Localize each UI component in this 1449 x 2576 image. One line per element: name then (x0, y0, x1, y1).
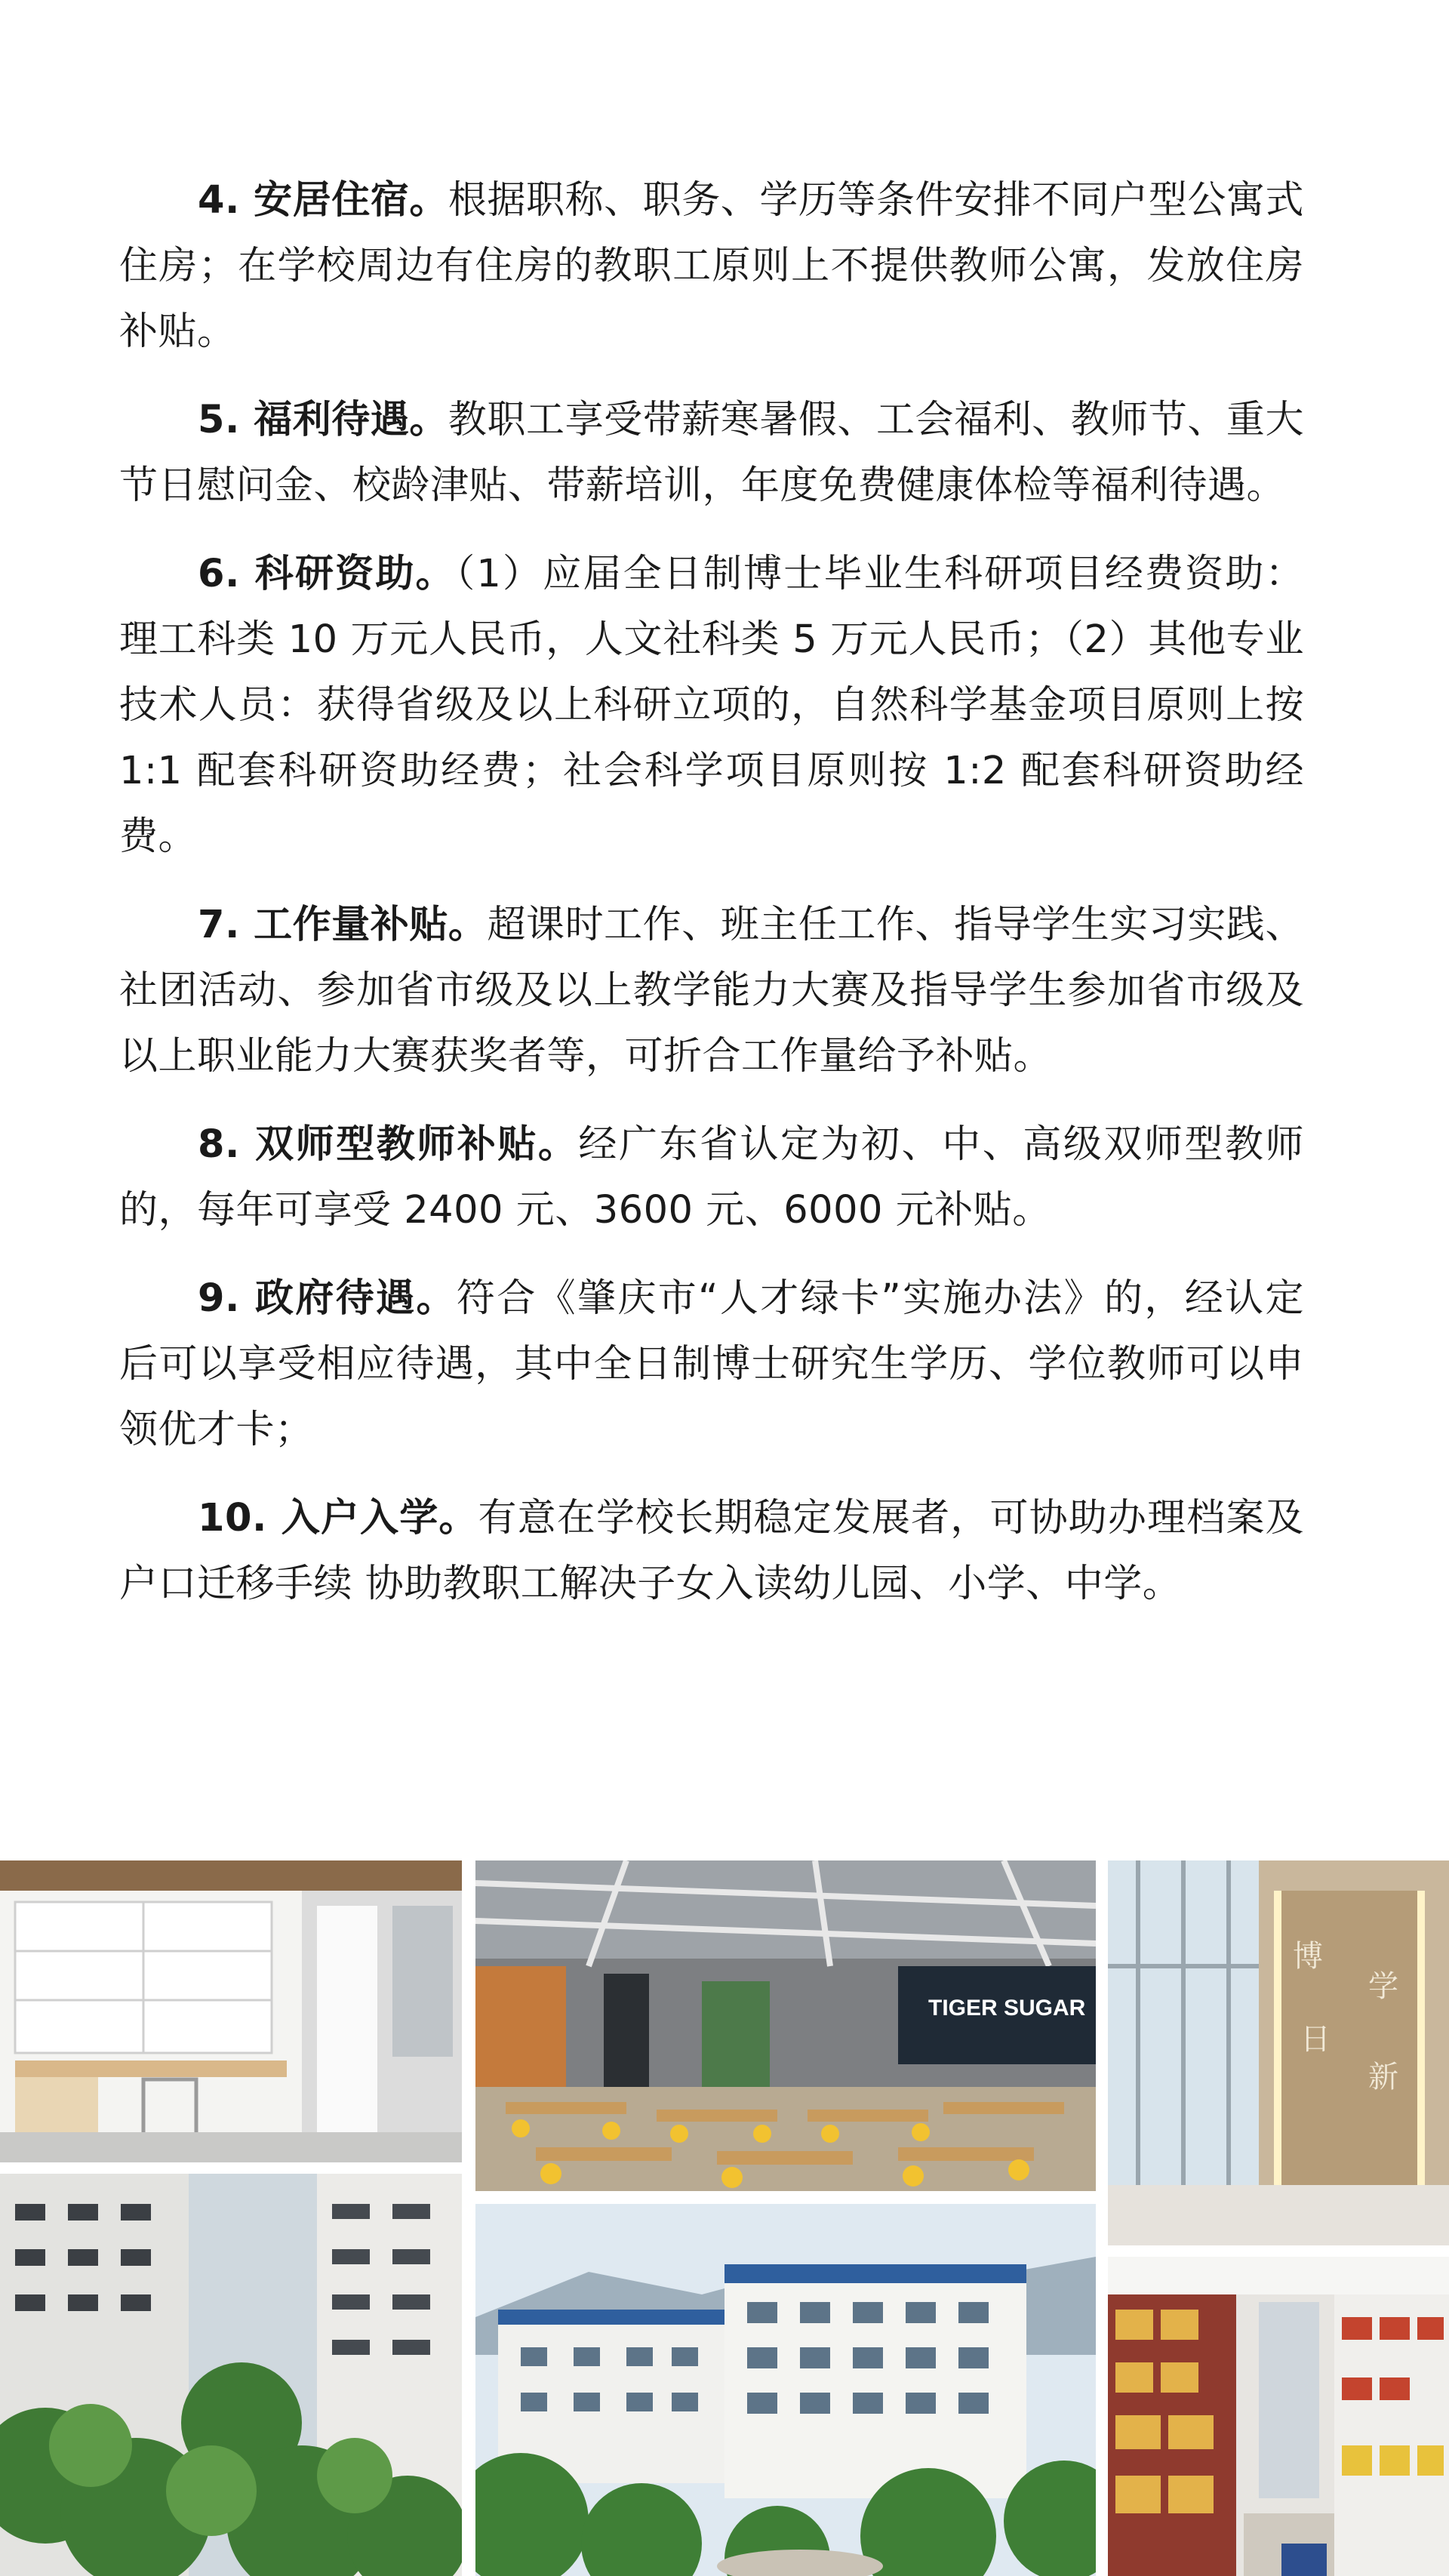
teaching-building-image (475, 2204, 1096, 2576)
wall-character: 学 (1368, 1969, 1398, 2004)
lobby-wall-image (1108, 1860, 1449, 2245)
dorm-buildings-image (0, 2174, 462, 2576)
photo-teaching-building (475, 2204, 1096, 2576)
wall-character: 日 (1300, 2022, 1331, 2057)
paragraph-body: 教职工享受带薪寒暑假、工会福利、教师节、重大节日慰问金、校龄津贴、带薪培训，年度免费健康体检等福利待遇。 (119, 398, 1304, 508)
paragraph-dual-teacher-subsidy (119, 1112, 1304, 1243)
benefits-text (119, 168, 1304, 1639)
paragraph-body: 经广东省认定为初、中、高级双师型教师的，每年可享受 2400 元、3600 元、6000 元补贴。 (119, 1122, 1304, 1233)
paragraph-body: 根据职称、职务、学历等条件安排不同户型公寓式住房；在学校周边有住房的教职工原则上不提供教师公寓，发放住房补贴。 (119, 178, 1304, 354)
canteen-shop-sign: TIGER SUGAR (928, 1996, 1086, 2020)
supermarket-image (1108, 2257, 1449, 2576)
paragraph-heading: 10. 入户入学。 (198, 1496, 478, 1540)
photo-dorm-room (0, 1860, 462, 2162)
photo-lobby-wall (1108, 1860, 1449, 2245)
paragraph-heading: 6. 科研资助。 (198, 552, 456, 596)
photo-canteen (475, 1860, 1096, 2191)
wall-character: 新 (1368, 2060, 1398, 2094)
wall-character: 博 (1293, 1939, 1323, 1974)
paragraph-household-schooling (119, 1485, 1304, 1617)
paragraph-research-funding (119, 541, 1304, 869)
paragraph-body: 有意在学校长期稳定发展者，可协助办理档案及户口迁移手续 协助教职工解决子女入读幼儿园、小学、中学。 (119, 1496, 1304, 1606)
paragraph-heading: 5. 福利待遇。 (198, 398, 448, 442)
photo-dorm-buildings (0, 2174, 462, 2576)
paragraph-body: 超课时工作、班主任工作、指导学生实习实践、社团活动、参加省市级及以上教学能力大赛及指导学生参加省市级及以上职业能力大赛获奖者等，可折合工作量给予补贴。 (119, 903, 1304, 1079)
paragraph-heading: 7. 工作量补贴。 (198, 903, 488, 947)
paragraph-heading: 8. 双师型教师补贴。 (198, 1122, 579, 1167)
photo-supermarket (1108, 2257, 1449, 2576)
paragraph-heading: 9. 政府待遇。 (198, 1276, 457, 1321)
paragraph-housing (119, 168, 1304, 365)
dorm-room-image (0, 1860, 462, 2162)
canteen-image (475, 1860, 1096, 2191)
paragraph-workload-subsidy (119, 892, 1304, 1089)
paragraph-body: （1）应届全日制博士毕业生科研项目经费资助：理工科类 10 万元人民币，人文社科类 5 万元人民币；（2）其他专业技术人员：获得省级及以上科研立项的，自然科学基金项目原则上按 1:1 配套科研资助经费；社会科学项目原则按 1:2 配套科研资助经费。 (119, 552, 1304, 859)
paragraph-body: 符合《肇庆市“人才绿卡”实施办法》的，经认定后可以享受相应待遇，其中全日制博士研究生学历、学位教师可以申领优才卡； (119, 1276, 1304, 1452)
paragraph-government-benefits (119, 1266, 1304, 1463)
paragraph-welfare (119, 387, 1304, 519)
paragraph-heading: 4. 安居住宿。 (198, 178, 448, 223)
